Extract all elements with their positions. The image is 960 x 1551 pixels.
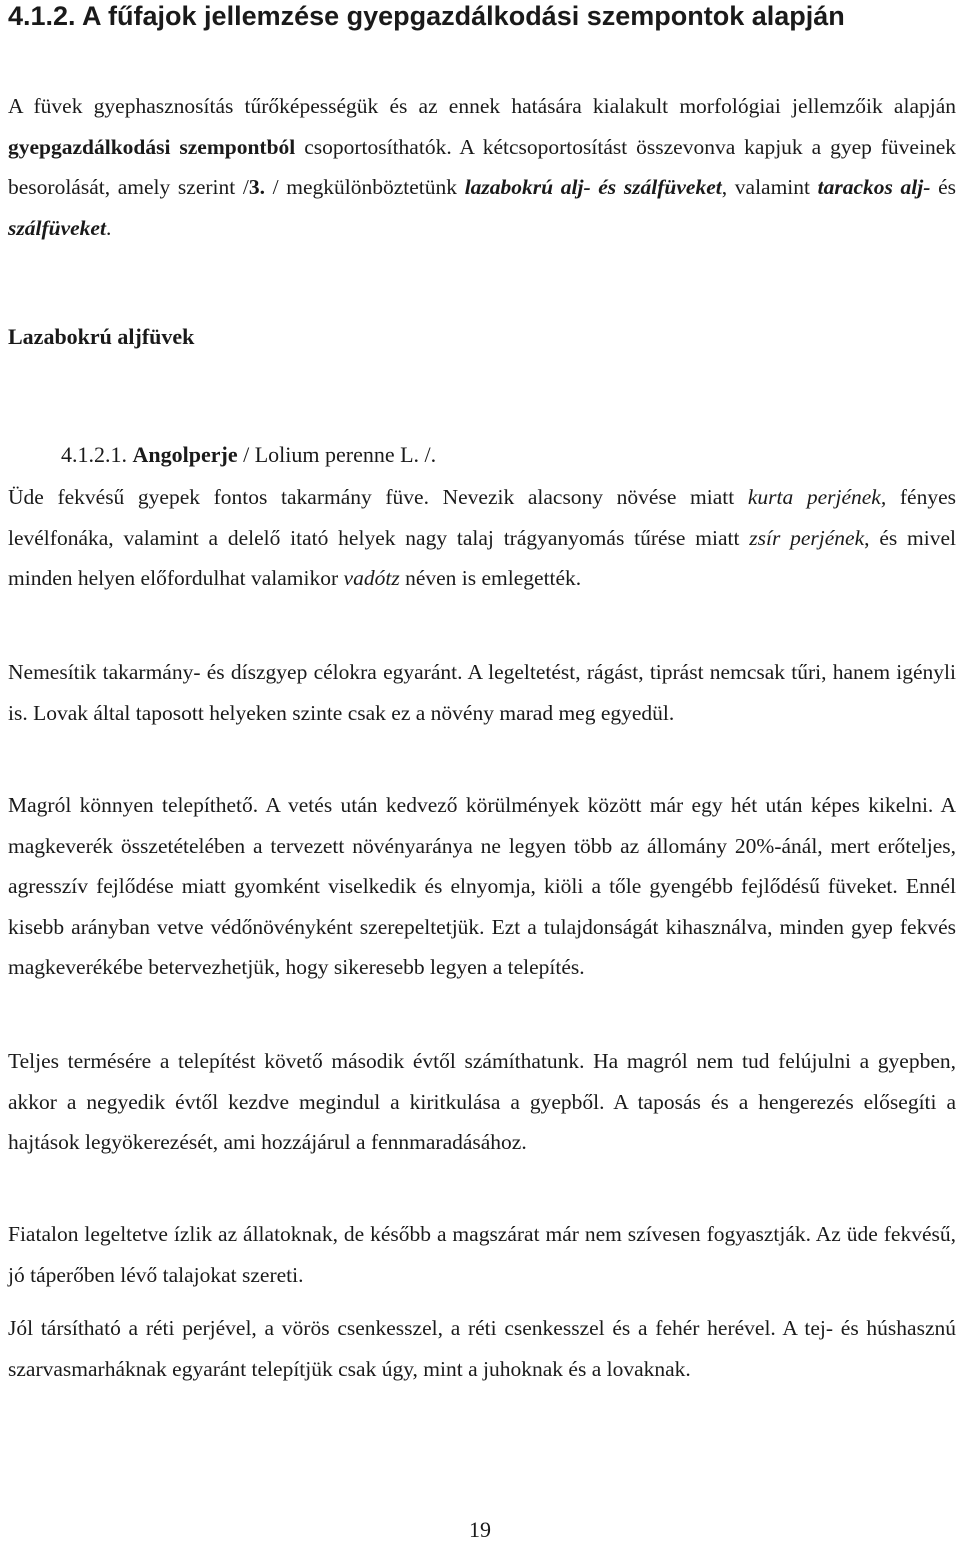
intro-text: , valamint bbox=[721, 175, 818, 199]
p1-text: fényes levélfonáka, valamint a delelő itató helyek nagy talaj trágyanyomás tűrése miatt bbox=[8, 485, 956, 550]
p1-text: , és mivel minden helyen előfordulhat valamikor bbox=[8, 525, 956, 590]
intro-bold-term: gyepgazdálkodási szempontból bbox=[8, 134, 296, 159]
intro-term-tarackos: tarackos alj- bbox=[817, 175, 931, 199]
intro-text: és bbox=[930, 175, 956, 199]
species-number: 4.1.2.1. bbox=[61, 442, 133, 467]
intro-reference: 3. bbox=[248, 175, 265, 199]
intro-text: . bbox=[105, 215, 112, 240]
paragraph-2: Nemesítik takarmány- és díszgyep célokra egyaránt. A legeltetést, rágást, tiprást nemcsak tűri, hanem igényli is. Lovak által taposott helyeken szinte csak ez a növény marad meg egyedül. bbox=[8, 660, 956, 725]
section-heading: 4.1.2. A fűfajok jellemzése gyepgazdálkodási szempontok alapján bbox=[8, 1, 845, 31]
species-latin: / Lolium perenne L. /. bbox=[237, 442, 437, 467]
species-heading bbox=[61, 435, 436, 476]
p1-term-zsir: zsír perjének bbox=[749, 525, 865, 550]
paragraph-1 bbox=[8, 477, 956, 599]
species-name: Angolperje bbox=[132, 442, 238, 467]
p1-text: néven is emlegették. bbox=[399, 566, 582, 590]
page-number: 19 bbox=[469, 1517, 491, 1542]
intro-text: csoportosíthatók. A kétcsoportosítást összevonva kapjuk a gyep füveinek besorolását, amely szerint / bbox=[8, 134, 956, 199]
paragraph-5: Fiatalon legeltetve ízlik az állatoknak, de később a magszárat már nem szívesen fogyasztják. Az üde fekvésű, jó táperőben lévő talajokat szereti. bbox=[8, 1222, 956, 1287]
paragraph-3: Magról könnyen telepíthető. A vetés után kedvező körülmények között már egy hét után képes kikelni. A magkeverék összetételében a tervezett növényaránya ne legyen több az állomány 20%-ánál, mert erőteljes, agresszív fejlődése miatt gyomként viselkedik és elnyomja, kiöli a tőle gyengébb fejlődésű füveket. Ennél kisebb arányban vetve védőnövényként szerepeltetjük. Ezt a tulajdonságát kihasználva, minden gyep fekvés magkeverékébe betervezhetjük, hogy sikeresebb legyen a telepítés. bbox=[8, 793, 956, 979]
p1-term-kurta: kurta perjének, bbox=[747, 485, 887, 509]
intro-text: A füvek gyephasznosítás tűrőképességük és az ennek hatására kialakult morfológiai jellemzőik alapján bbox=[8, 94, 956, 118]
intro-term-szalfuvek: szálfüveket bbox=[8, 215, 106, 240]
subheading: Lazabokrú aljfüvek bbox=[8, 324, 195, 349]
paragraph-4: Teljes termésére a telepítést követő második évtől számíthatunk. Ha magról nem tud felújulni a gyepben, akkor a negyedik évtől kezdve megindul a kiritkulása a gyepből. A taposás és a hengerezés elősegíti a hajtások legyökerezését, ami hozzájárul a fennmaradásához. bbox=[8, 1049, 956, 1154]
intro-text: / megkülönböztetünk bbox=[264, 175, 465, 199]
intro-paragraph bbox=[8, 86, 956, 248]
p1-term-vadotz: vadótz bbox=[343, 566, 400, 590]
p1-text: Üde fekvésű gyepek fontos takarmány füve. Nevezik alacsony növése miatt bbox=[8, 485, 748, 509]
intro-term-lazabokru: lazabokrú alj- és szálfüveket bbox=[464, 175, 722, 199]
paragraph-6: Jól társítható a réti perjével, a vörös csenkesszel, a réti csenkesszel és a fehér herével. A tej- és húshasznú szarvasmarháknak egyaránt telepítjük csak úgy, mint a juhoknak és a lovaknak. bbox=[8, 1316, 956, 1381]
